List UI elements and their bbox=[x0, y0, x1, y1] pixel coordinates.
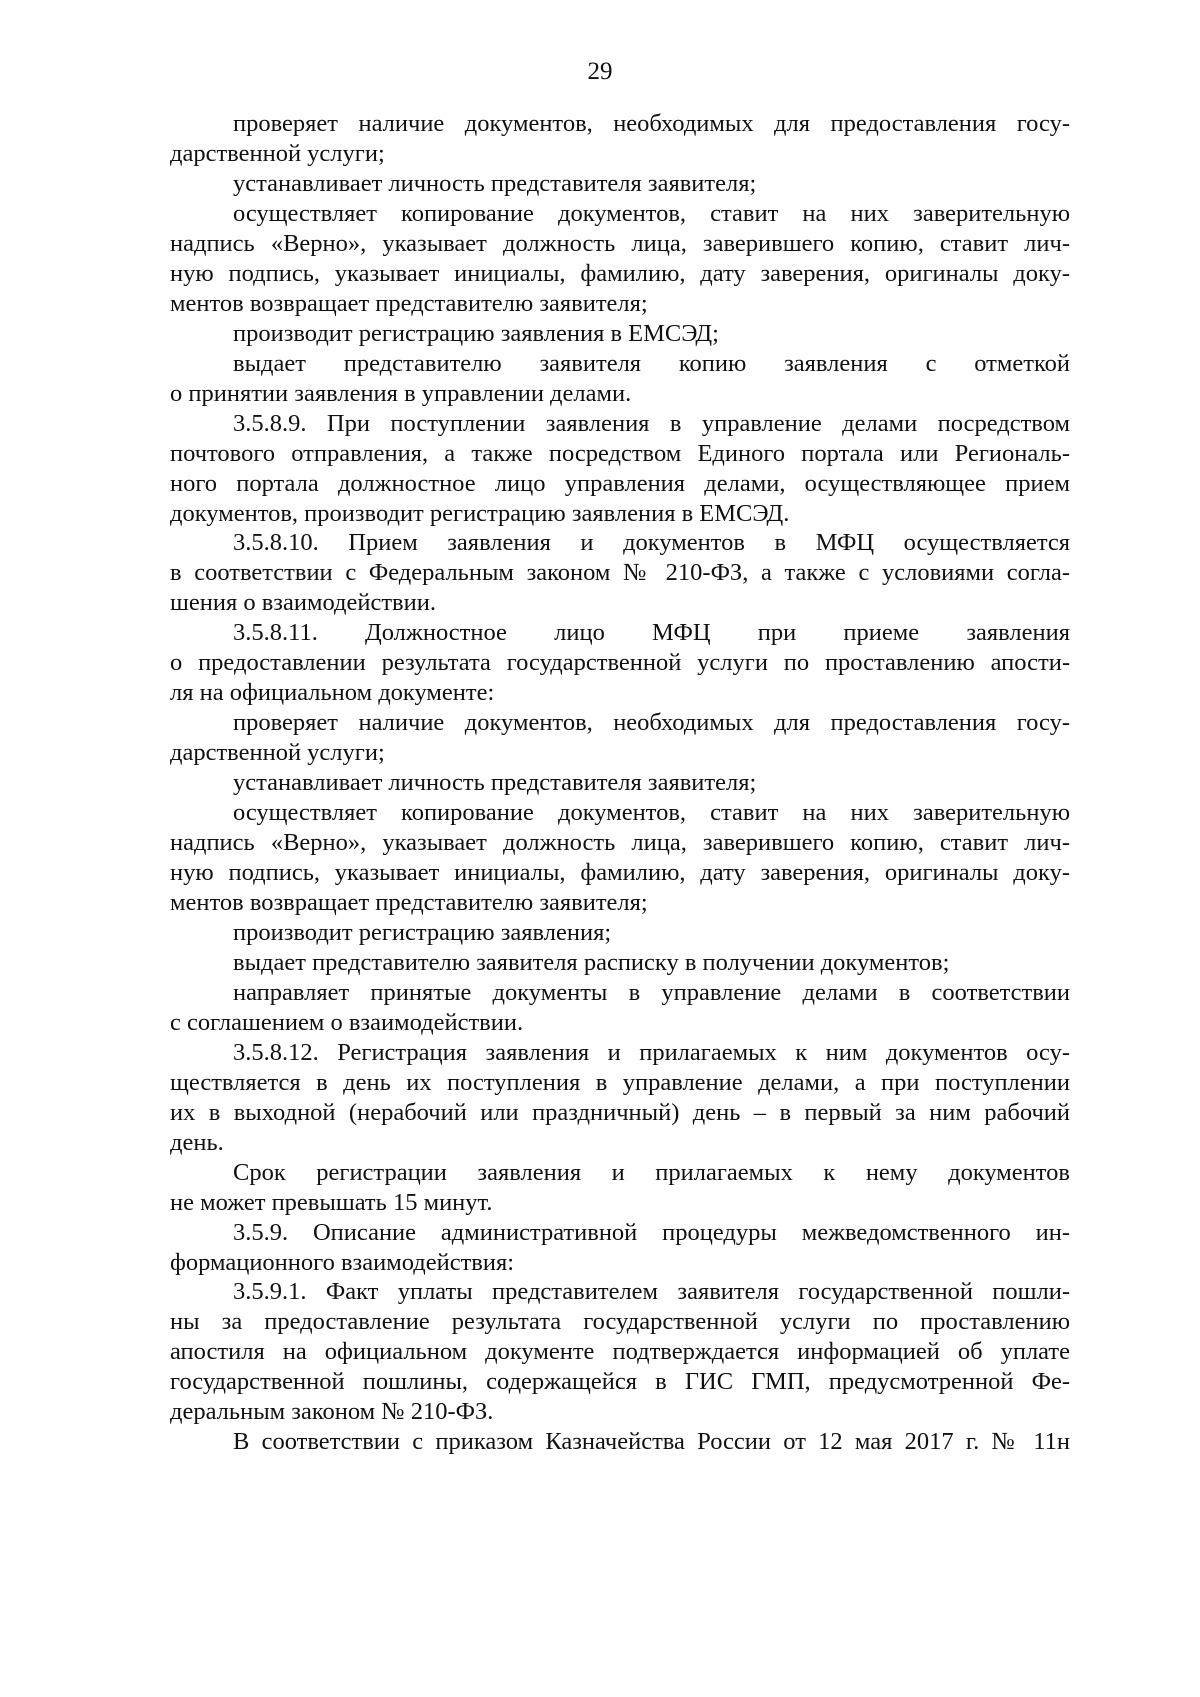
text-line bbox=[0, 1097, 1200, 1128]
text-line-content: апостиля на официальном документе подтверждается информацией об уплате bbox=[170, 1338, 1070, 1366]
text-line-content: документов, производит регистрацию заявления в ЕМСЭД. bbox=[170, 499, 790, 527]
text-line bbox=[0, 168, 1200, 199]
text-line-content: не может превышать 15 минут. bbox=[170, 1188, 493, 1216]
text-line-content: о принятии заявления в управлении делами. bbox=[170, 379, 632, 407]
text-line bbox=[0, 1247, 1200, 1278]
text-line-content: Срок регистрации заявления и прилагаемых к нему документов bbox=[233, 1158, 1070, 1186]
text-line-content: надпись «Верно», указывает должность лица, заверившего копию, ставит лич- bbox=[170, 829, 1070, 856]
text-line-content: осуществляет копирование документов, ставит на них заверительную bbox=[233, 799, 1070, 827]
text-line bbox=[0, 677, 1200, 708]
text-line bbox=[0, 108, 1200, 139]
text-line-content: их в выходной (нерабочий или праздничный) день – в первый за ним рабочий bbox=[170, 1098, 1070, 1126]
text-line-content: день. bbox=[170, 1128, 224, 1156]
text-line-content: ны за предоставление результата государственной услуги по проставлению bbox=[170, 1308, 1070, 1336]
text-line bbox=[0, 438, 1200, 469]
text-line bbox=[0, 737, 1200, 768]
text-line bbox=[0, 917, 1200, 948]
text-line bbox=[0, 498, 1200, 529]
text-line bbox=[0, 1306, 1200, 1337]
text-line-content: почтового отправления, а также посредством Единого портала или Региональ- bbox=[170, 439, 1070, 467]
text-line-content: ного портала должностное лицо управления делами, осуществляющее прием bbox=[170, 469, 1070, 497]
text-line bbox=[0, 258, 1200, 289]
text-line-content: 3.5.8.12. Регистрация заявления и прилагаемых к ним документов осу- bbox=[233, 1038, 1070, 1066]
text-line-content: В соответствии с приказом Казначейства России от 12 мая 2017 г. № 11н bbox=[233, 1428, 1070, 1456]
text-line bbox=[0, 1396, 1200, 1427]
text-line-content: надпись «Верно», указывает должность лица, заверившего копию, ставит лич- bbox=[170, 229, 1070, 257]
text-line-content: 3.5.9. Описание административной процедуры межведомственного ин- bbox=[233, 1218, 1070, 1246]
text-line bbox=[0, 707, 1200, 738]
text-line bbox=[0, 947, 1200, 978]
text-line-content: ную подпись, указывает инициалы, фамилию, дату заверения, оригиналы доку- bbox=[170, 859, 1070, 886]
text-line-content: ментов возвращает представителю заявителя; bbox=[170, 289, 648, 317]
text-line bbox=[0, 1007, 1200, 1038]
text-line bbox=[0, 1067, 1200, 1098]
text-line-content: 3.5.8.10. Прием заявления и документов в МФЦ осуществляется bbox=[233, 529, 1070, 557]
text-line-content: 3.5.8.11. Должностное лицо МФЦ при приеме заявления bbox=[233, 619, 1070, 647]
text-line-content: государственной пошлины, содержащейся в ГИС ГМП, предусмотренной Фе- bbox=[170, 1368, 1070, 1396]
text-line-content: проверяет наличие документов, необходимых для предоставления госу- bbox=[233, 709, 1070, 737]
text-line bbox=[0, 587, 1200, 618]
text-line bbox=[0, 348, 1200, 379]
text-line bbox=[0, 977, 1200, 1008]
text-line bbox=[0, 767, 1200, 798]
text-line bbox=[0, 1217, 1200, 1248]
text-line bbox=[0, 198, 1200, 229]
text-line-content: выдает представителю заявителя расписку в получении документов; bbox=[233, 948, 950, 976]
text-line bbox=[0, 1426, 1200, 1457]
text-line-content: шения о взаимодействии. bbox=[170, 589, 436, 617]
text-line-content: ществляется в день их поступления в управление делами, а при поступлении bbox=[170, 1068, 1070, 1096]
text-line-content: выдает представителю заявителя копию заявления с отметкой bbox=[233, 349, 1070, 377]
text-line bbox=[0, 288, 1200, 319]
page-number: 29 bbox=[587, 58, 613, 85]
text-line-content: с соглашением о взаимодействии. bbox=[170, 1008, 524, 1036]
text-line bbox=[0, 887, 1200, 918]
text-line-content: в соответствии с Федеральным законом № 210-ФЗ, а также с условиями согла- bbox=[170, 559, 1070, 587]
text-line bbox=[0, 1157, 1200, 1188]
text-line-content: 3.5.9.1. Факт уплаты представителем заявителя государственной пошли- bbox=[233, 1278, 1070, 1306]
text-line bbox=[0, 1127, 1200, 1158]
text-line-content: направляет принятые документы в управление делами в соответствии bbox=[233, 978, 1070, 1006]
text-line-content: ля на официальном документе: bbox=[170, 679, 495, 707]
text-line-content: ную подпись, указывает инициалы, фамилию, дату заверения, оригиналы доку- bbox=[170, 259, 1070, 287]
text-line bbox=[0, 1336, 1200, 1367]
text-line-content: ментов возвращает представителю заявителя; bbox=[170, 889, 648, 916]
text-line bbox=[0, 617, 1200, 648]
text-line-content: устанавливает личность представителя заявителя; bbox=[233, 769, 757, 797]
text-line bbox=[0, 827, 1200, 858]
text-line-content: осуществляет копирование документов, ставит на них заверительную bbox=[233, 199, 1070, 227]
text-line bbox=[0, 1366, 1200, 1397]
text-line bbox=[0, 647, 1200, 678]
text-line-content: производит регистрацию заявления в ЕМСЭД; bbox=[233, 319, 719, 347]
text-line-content: проверяет наличие документов, необходимых для предоставления госу- bbox=[233, 110, 1070, 137]
text-line bbox=[0, 857, 1200, 888]
text-line-content: дарственной услуги; bbox=[170, 140, 385, 167]
text-line-content: формационного взаимодействия: bbox=[170, 1248, 515, 1276]
text-line bbox=[0, 527, 1200, 558]
text-line-content: деральным законом № 210-ФЗ. bbox=[170, 1398, 494, 1426]
text-line bbox=[0, 1037, 1200, 1068]
text-line bbox=[0, 138, 1200, 169]
text-line bbox=[0, 378, 1200, 409]
text-line bbox=[0, 557, 1200, 588]
text-line bbox=[0, 1276, 1200, 1307]
text-line-content: дарственной услуги; bbox=[170, 739, 385, 767]
text-line bbox=[0, 797, 1200, 828]
text-line-content: о предоставлении результата государственной услуги по проставлению апости- bbox=[170, 649, 1070, 677]
text-line-content: 3.5.8.9. При поступлении заявления в управление делами посредством bbox=[233, 409, 1070, 437]
text-line-content: производит регистрацию заявления; bbox=[233, 918, 612, 946]
text-line bbox=[0, 468, 1200, 499]
text-line bbox=[0, 228, 1200, 259]
text-line bbox=[0, 1187, 1200, 1218]
text-line bbox=[0, 318, 1200, 349]
text-line bbox=[0, 408, 1200, 439]
text-line-content: устанавливает личность представителя заявителя; bbox=[233, 169, 757, 197]
